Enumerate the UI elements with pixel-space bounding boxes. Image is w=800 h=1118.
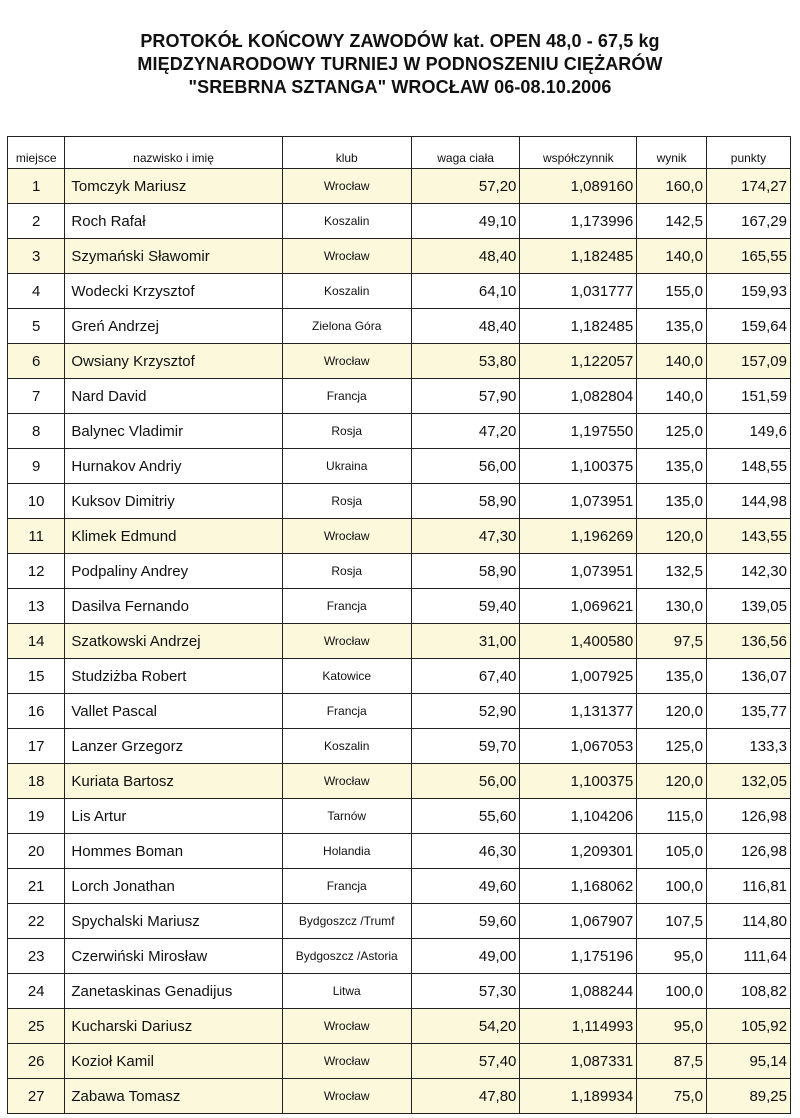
cell-place: 6 <box>8 344 65 379</box>
cell-coefficient: 1,087331 <box>520 1044 637 1079</box>
cell-weight: 59,70 <box>411 729 520 764</box>
cell-result: 95,0 <box>637 1009 707 1044</box>
cell-points: 111,64 <box>706 939 790 974</box>
cell-coefficient: 1,073951 <box>520 554 637 589</box>
cell-result: 132,5 <box>637 554 707 589</box>
cell-name: Szymański Sławomir <box>65 239 282 274</box>
cell-name: Lanzer Grzegorz <box>65 729 282 764</box>
cell-club: Zielona Góra <box>282 309 411 344</box>
cell-points: 174,27 <box>706 169 790 204</box>
table-row <box>8 204 791 239</box>
cell-result: 160,0 <box>637 169 707 204</box>
cell-weight: 57,40 <box>411 1044 520 1079</box>
table-row <box>8 169 791 204</box>
cell-coefficient: 1,197550 <box>520 414 637 449</box>
table-row <box>8 449 791 484</box>
cell-name: Spychalski Mariusz <box>65 904 282 939</box>
cell-name: Zabawa Tomasz <box>65 1079 282 1114</box>
cell-club: Wrocław <box>282 169 411 204</box>
table-row <box>8 589 791 624</box>
cell-points: 108,82 <box>706 974 790 1009</box>
cell-weight: 56,00 <box>411 449 520 484</box>
cell-coefficient: 1,088244 <box>520 974 637 1009</box>
cell-club: Katowice <box>282 659 411 694</box>
cell-points: 151,59 <box>706 379 790 414</box>
cell-result: 107,5 <box>637 904 707 939</box>
cell-place: 16 <box>8 694 65 729</box>
cell-name: Szatkowski Andrzej <box>65 624 282 659</box>
cell-result: 87,5 <box>637 1044 707 1079</box>
cell-result: 115,0 <box>637 799 707 834</box>
cell-weight: 54,20 <box>411 1009 520 1044</box>
cell-place: 10 <box>8 484 65 519</box>
table-row <box>8 729 791 764</box>
cell-club: Koszalin <box>282 274 411 309</box>
table-row <box>8 1079 791 1114</box>
cell-points: 132,05 <box>706 764 790 799</box>
cell-result: 140,0 <box>637 344 707 379</box>
cell-weight: 49,10 <box>411 204 520 239</box>
table-row <box>8 309 791 344</box>
header-result: wynik <box>637 137 707 169</box>
cell-coefficient: 1,100375 <box>520 449 637 484</box>
cell-place: 1 <box>8 169 65 204</box>
cell-weight: 53,80 <box>411 344 520 379</box>
table-row <box>8 974 791 1009</box>
cell-club: Francja <box>282 869 411 904</box>
table-row <box>8 274 791 309</box>
table-row <box>8 659 791 694</box>
cell-result: 135,0 <box>637 449 707 484</box>
cell-weight: 67,40 <box>411 659 520 694</box>
cell-points: 89,25 <box>706 1079 790 1114</box>
cell-name: Tomczyk Mariusz <box>65 169 282 204</box>
cell-place: 21 <box>8 869 65 904</box>
cell-club: Rosja <box>282 484 411 519</box>
cell-club: Bydgoszcz /Trumf <box>282 904 411 939</box>
table-row <box>8 344 791 379</box>
cell-coefficient: 1,400580 <box>520 624 637 659</box>
cell-name: Hurnakov Andriy <box>65 449 282 484</box>
table-row <box>8 554 791 589</box>
cell-result: 135,0 <box>637 484 707 519</box>
cell-points: 167,29 <box>706 204 790 239</box>
cell-points: 157,09 <box>706 344 790 379</box>
cell-club: Koszalin <box>282 729 411 764</box>
cell-club: Rosja <box>282 554 411 589</box>
cell-place: 11 <box>8 519 65 554</box>
cell-weight: 48,40 <box>411 239 520 274</box>
cell-points: 139,05 <box>706 589 790 624</box>
cell-coefficient: 1,196269 <box>520 519 637 554</box>
cell-name: Kuksov Dimitriy <box>65 484 282 519</box>
cell-club: Francja <box>282 589 411 624</box>
cell-result: 140,0 <box>637 239 707 274</box>
cell-coefficient: 1,182485 <box>520 239 637 274</box>
cell-result: 75,0 <box>637 1079 707 1114</box>
cell-place: 14 <box>8 624 65 659</box>
header-weight: waga ciała <box>411 137 520 169</box>
cell-club: Wrocław <box>282 1079 411 1114</box>
cell-place: 4 <box>8 274 65 309</box>
cell-weight: 57,90 <box>411 379 520 414</box>
cell-points: 133,3 <box>706 729 790 764</box>
cell-place: 18 <box>8 764 65 799</box>
cell-coefficient: 1,007925 <box>520 659 637 694</box>
cell-weight: 57,20 <box>411 169 520 204</box>
table-row <box>8 869 791 904</box>
cell-name: Kuriata Bartosz <box>65 764 282 799</box>
cell-result: 120,0 <box>637 764 707 799</box>
cell-coefficient: 1,131377 <box>520 694 637 729</box>
cell-result: 97,5 <box>637 624 707 659</box>
cell-points: 144,98 <box>706 484 790 519</box>
cell-name: Lorch Jonathan <box>65 869 282 904</box>
cell-name: Vallet Pascal <box>65 694 282 729</box>
cell-name: Kucharski Dariusz <box>65 1009 282 1044</box>
cell-coefficient: 1,209301 <box>520 834 637 869</box>
cell-weight: 46,30 <box>411 834 520 869</box>
cell-coefficient: 1,067053 <box>520 729 637 764</box>
header-name: nazwisko i imię <box>65 137 282 169</box>
cell-club: Wrocław <box>282 519 411 554</box>
cell-coefficient: 1,067907 <box>520 904 637 939</box>
cell-name: Owsiany Krzysztof <box>65 344 282 379</box>
table-row <box>8 834 791 869</box>
cell-coefficient: 1,122057 <box>520 344 637 379</box>
table-row <box>8 414 791 449</box>
cell-place: 8 <box>8 414 65 449</box>
cell-place: 17 <box>8 729 65 764</box>
cell-name: Hommes Boman <box>65 834 282 869</box>
cell-weight: 58,90 <box>411 554 520 589</box>
cell-club: Tarnów <box>282 799 411 834</box>
header-points: punkty <box>706 137 790 169</box>
cell-place: 26 <box>8 1044 65 1079</box>
cell-weight: 59,60 <box>411 904 520 939</box>
cell-place: 20 <box>8 834 65 869</box>
cell-place: 3 <box>8 239 65 274</box>
cell-points: 149,6 <box>706 414 790 449</box>
cell-points: 135,77 <box>706 694 790 729</box>
cell-place: 13 <box>8 589 65 624</box>
cell-name: Klimek Edmund <box>65 519 282 554</box>
cell-weight: 57,30 <box>411 974 520 1009</box>
cell-place: 19 <box>8 799 65 834</box>
cell-coefficient: 1,168062 <box>520 869 637 904</box>
cell-result: 130,0 <box>637 589 707 624</box>
cell-club: Wrocław <box>282 1044 411 1079</box>
table-row <box>8 379 791 414</box>
cell-place: 27 <box>8 1079 65 1114</box>
header-row <box>8 137 791 169</box>
cell-weight: 47,30 <box>411 519 520 554</box>
cell-club: Wrocław <box>282 624 411 659</box>
cell-place: 24 <box>8 974 65 1009</box>
cell-weight: 59,40 <box>411 589 520 624</box>
table-row <box>8 239 791 274</box>
cell-place: 7 <box>8 379 65 414</box>
cell-club: Litwa <box>282 974 411 1009</box>
cell-club: Wrocław <box>282 764 411 799</box>
cell-weight: 58,90 <box>411 484 520 519</box>
cell-result: 140,0 <box>637 379 707 414</box>
cell-points: 159,93 <box>706 274 790 309</box>
cell-club: Francja <box>282 379 411 414</box>
cell-points: 143,55 <box>706 519 790 554</box>
cell-weight: 49,60 <box>411 869 520 904</box>
cell-weight: 49,00 <box>411 939 520 974</box>
cell-club: Wrocław <box>282 344 411 379</box>
cell-weight: 64,10 <box>411 274 520 309</box>
cell-points: 136,56 <box>706 624 790 659</box>
cell-coefficient: 1,104206 <box>520 799 637 834</box>
cell-club: Ukraina <box>282 449 411 484</box>
cell-place: 15 <box>8 659 65 694</box>
cell-points: 126,98 <box>706 834 790 869</box>
table-row <box>8 799 791 834</box>
cell-name: Kozioł Kamil <box>65 1044 282 1079</box>
cell-result: 105,0 <box>637 834 707 869</box>
cell-weight: 55,60 <box>411 799 520 834</box>
cell-points: 105,92 <box>706 1009 790 1044</box>
cell-points: 142,30 <box>706 554 790 589</box>
table-row <box>8 1009 791 1044</box>
cell-points: 116,81 <box>706 869 790 904</box>
cell-result: 125,0 <box>637 414 707 449</box>
cell-coefficient: 1,114993 <box>520 1009 637 1044</box>
cell-name: Roch Rafał <box>65 204 282 239</box>
cell-coefficient: 1,073951 <box>520 484 637 519</box>
cell-club: Holandia <box>282 834 411 869</box>
cell-result: 100,0 <box>637 974 707 1009</box>
table-body <box>8 169 791 1114</box>
cell-coefficient: 1,175196 <box>520 939 637 974</box>
title-line-2: MIĘDZYNARODOWY TURNIEJ W PODNOSZENIU CIĘŻARÓW <box>137 54 663 74</box>
cell-coefficient: 1,082804 <box>520 379 637 414</box>
cell-result: 135,0 <box>637 309 707 344</box>
cell-name: Podpaliny Andrey <box>65 554 282 589</box>
cell-weight: 52,90 <box>411 694 520 729</box>
cell-weight: 48,40 <box>411 309 520 344</box>
cell-result: 120,0 <box>637 519 707 554</box>
cell-result: 95,0 <box>637 939 707 974</box>
cell-coefficient: 1,189934 <box>520 1079 637 1114</box>
cell-points: 148,55 <box>706 449 790 484</box>
cell-coefficient: 1,089160 <box>520 169 637 204</box>
document-title <box>0 30 800 99</box>
cell-coefficient: 1,100375 <box>520 764 637 799</box>
cell-place: 2 <box>8 204 65 239</box>
cell-club: Francja <box>282 694 411 729</box>
cell-points: 165,55 <box>706 239 790 274</box>
cell-name: Greń Andrzej <box>65 309 282 344</box>
cell-name: Nard David <box>65 379 282 414</box>
cell-club: Rosja <box>282 414 411 449</box>
cell-club: Wrocław <box>282 239 411 274</box>
cell-coefficient: 1,069621 <box>520 589 637 624</box>
cell-weight: 31,00 <box>411 624 520 659</box>
cell-name: Studziżba Robert <box>65 659 282 694</box>
cell-points: 159,64 <box>706 309 790 344</box>
table-row <box>8 764 791 799</box>
header-club: klub <box>282 137 411 169</box>
cell-name: Balynec Vladimir <box>65 414 282 449</box>
cell-result: 120,0 <box>637 694 707 729</box>
cell-place: 9 <box>8 449 65 484</box>
results-table <box>7 136 791 1114</box>
header-place: miejsce <box>8 137 65 169</box>
table-row <box>8 1044 791 1079</box>
cell-coefficient: 1,173996 <box>520 204 637 239</box>
cell-coefficient: 1,182485 <box>520 309 637 344</box>
cell-club: Wrocław <box>282 1009 411 1044</box>
cell-name: Lis Artur <box>65 799 282 834</box>
table-row <box>8 624 791 659</box>
title-line-1: PROTOKÓŁ KOŃCOWY ZAWODÓW kat. OPEN 48,0 - 67,5 kg <box>140 31 660 51</box>
table-row <box>8 519 791 554</box>
table-row <box>8 484 791 519</box>
cell-name: Zanetaskinas Genadijus <box>65 974 282 1009</box>
title-line-3: "SREBRNA SZTANGA" WROCŁAW 06-08.10.2006 <box>188 77 612 97</box>
cell-weight: 47,20 <box>411 414 520 449</box>
cell-club: Koszalin <box>282 204 411 239</box>
header-coefficient: współczynnik <box>520 137 637 169</box>
cell-result: 142,5 <box>637 204 707 239</box>
cell-place: 5 <box>8 309 65 344</box>
cell-result: 135,0 <box>637 659 707 694</box>
cell-place: 25 <box>8 1009 65 1044</box>
cell-points: 126,98 <box>706 799 790 834</box>
cell-result: 125,0 <box>637 729 707 764</box>
cell-name: Czerwiński Mirosław <box>65 939 282 974</box>
cell-coefficient: 1,031777 <box>520 274 637 309</box>
cell-weight: 47,80 <box>411 1079 520 1114</box>
cell-points: 95,14 <box>706 1044 790 1079</box>
cell-result: 100,0 <box>637 869 707 904</box>
table-row <box>8 694 791 729</box>
cell-points: 114,80 <box>706 904 790 939</box>
cell-place: 22 <box>8 904 65 939</box>
cell-name: Wodecki Krzysztof <box>65 274 282 309</box>
cell-name: Dasilva Fernando <box>65 589 282 624</box>
cell-points: 136,07 <box>706 659 790 694</box>
cell-place: 23 <box>8 939 65 974</box>
cell-club: Bydgoszcz /Astoria <box>282 939 411 974</box>
cell-weight: 56,00 <box>411 764 520 799</box>
cell-place: 12 <box>8 554 65 589</box>
cell-result: 155,0 <box>637 274 707 309</box>
table-row <box>8 904 791 939</box>
table-row <box>8 939 791 974</box>
